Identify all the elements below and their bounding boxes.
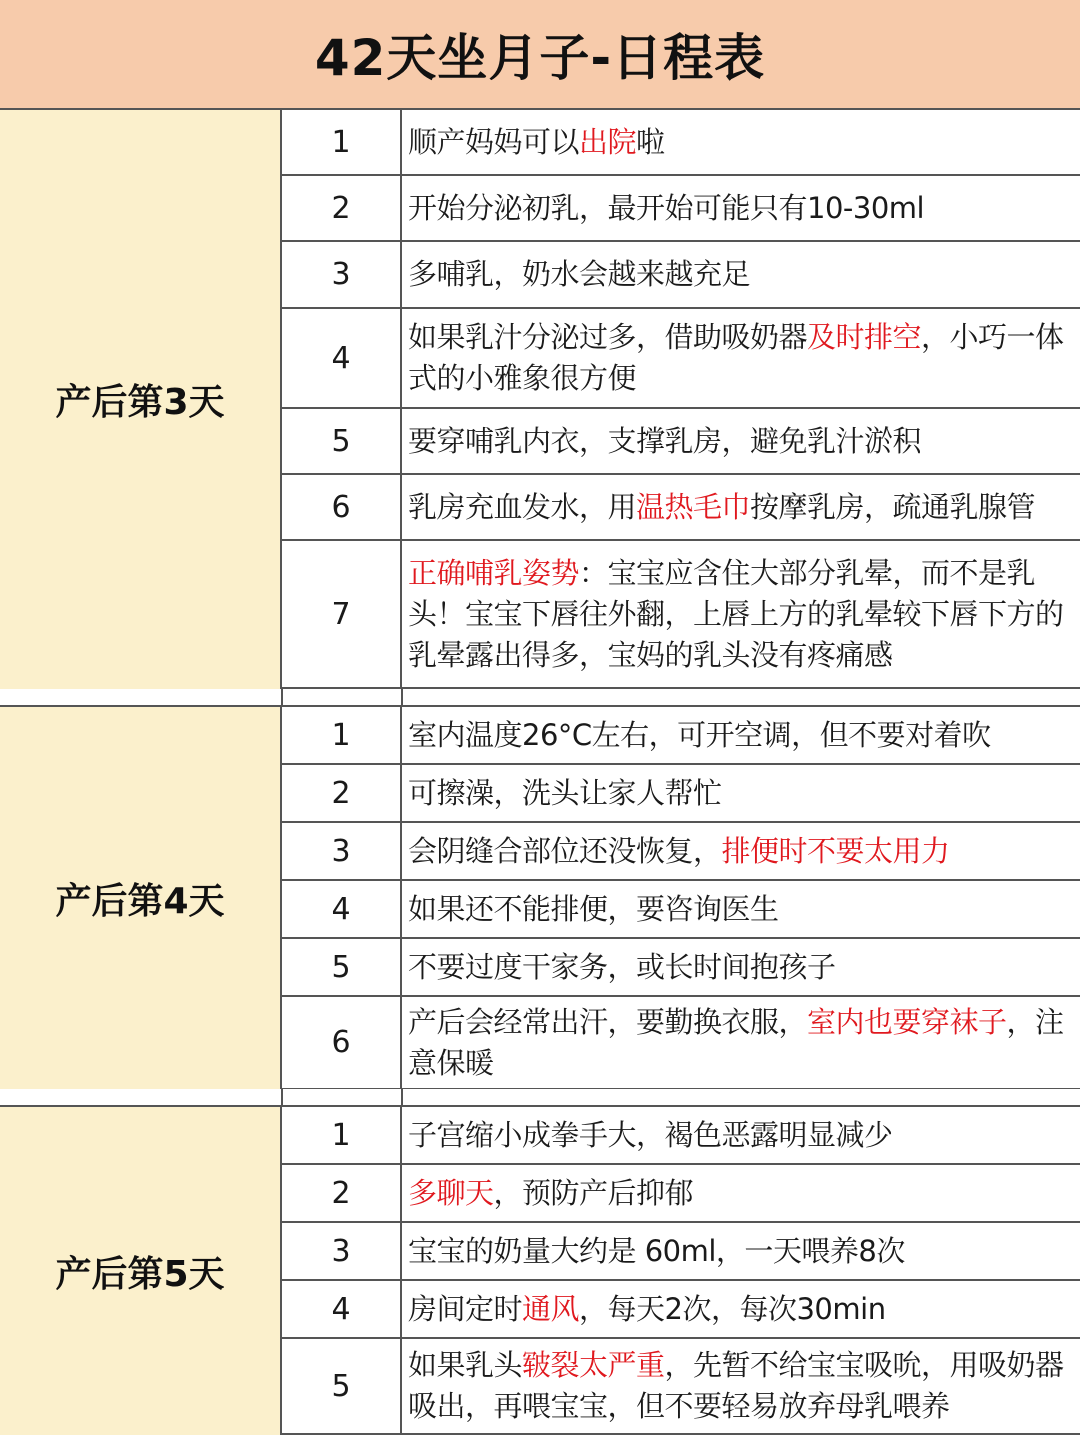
row-text <box>402 765 1080 821</box>
row-text <box>402 110 1080 174</box>
row-number: 5 <box>282 1339 402 1433</box>
row-text-segment: 多哺乳，奶水会越来越充足 <box>408 257 751 291</box>
row-text-segment: 室内温度26°C左右，可开空调，但不要对着吹 <box>408 717 991 752</box>
row-number: 6 <box>282 475 402 539</box>
row-number: 4 <box>282 1281 402 1337</box>
table-row <box>282 1281 1080 1339</box>
table-row <box>282 881 1080 939</box>
row-number: 5 <box>282 409 402 473</box>
row-number: 5 <box>282 939 402 995</box>
row-number: 2 <box>282 176 402 240</box>
row-text <box>402 1339 1080 1433</box>
table-row <box>282 409 1080 475</box>
day-label-cell <box>0 1107 282 1435</box>
row-text-segment: 宝宝的奶量大约是 60ml，一天喂养8次 <box>408 1233 905 1268</box>
day-section <box>0 110 1080 689</box>
table-row <box>282 110 1080 176</box>
table-row <box>282 309 1080 409</box>
table-row <box>282 176 1080 242</box>
page-title: 42天坐月子-日程表 <box>314 29 766 87</box>
row-text-segment: ，注意保暖 <box>408 1004 1064 1080</box>
table-row <box>282 707 1080 765</box>
highlight-text: 排便时不要太用力 <box>721 833 950 868</box>
row-text-segment: 产后会经常出汗，要勤换衣服， <box>408 1004 808 1039</box>
table-row <box>282 1107 1080 1165</box>
row-number: 6 <box>282 997 402 1088</box>
row-number: 3 <box>282 1223 402 1279</box>
row-number: 3 <box>282 823 402 879</box>
table-row <box>282 823 1080 881</box>
highlight-text: 及时排空 <box>807 320 922 354</box>
row-text-segment: ，每天2次，每次30min <box>579 1291 886 1326</box>
table-row <box>282 242 1080 309</box>
day-label-cell <box>0 707 282 1090</box>
title-bar <box>0 0 1080 110</box>
table-row <box>282 541 1080 689</box>
day-label: 产后第4天 <box>55 881 225 922</box>
row-text <box>402 1107 1080 1163</box>
highlight-text: 出院 <box>579 124 637 159</box>
section-divider <box>0 689 1080 707</box>
day-label-cell <box>0 110 282 689</box>
row-text-segment: 子宫缩小成拳手大，褐色恶露明显减少 <box>408 1117 893 1152</box>
row-text-segment: 如果乳头 <box>408 1348 523 1382</box>
row-number: 3 <box>282 242 402 307</box>
row-text-segment: 按摩乳房，疏通乳腺管 <box>750 489 1036 524</box>
row-text-segment: 房间定时 <box>408 1291 523 1326</box>
highlight-text: 通风 <box>522 1291 580 1326</box>
day-label: 产后第3天 <box>55 382 225 423</box>
row-text <box>402 309 1080 407</box>
highlight-text: 多聊天 <box>408 1175 494 1210</box>
row-text-segment: 可擦澡，洗头让家人帮忙 <box>408 775 722 810</box>
day-label: 产后第5天 <box>55 1253 225 1295</box>
row-text-segment: 要穿哺乳内衣，支撑乳房，避免乳汁淤积 <box>408 423 922 458</box>
section-divider <box>0 1089 1080 1107</box>
row-number: 1 <box>282 110 402 174</box>
highlight-text: 皲裂太严重 <box>522 1348 665 1382</box>
row-text-segment: ，预防产后抑郁 <box>493 1175 694 1210</box>
row-text-segment: ：宝宝应含住大部分乳晕，而不是乳头！宝宝下唇往外翻，上唇上方的乳晕较下唇下方的乳晕露出得多，宝妈的乳头没有疼痛感 <box>408 555 1064 672</box>
row-text <box>402 823 1080 879</box>
row-number: 4 <box>282 309 402 407</box>
table-row <box>282 765 1080 823</box>
row-text-segment: ，小巧一体式的小雅象很方便 <box>408 320 1064 395</box>
table-row <box>282 1339 1080 1435</box>
row-text <box>402 1223 1080 1279</box>
highlight-text: 温热毛巾 <box>636 489 751 524</box>
row-text-segment: 顺产妈妈可以 <box>408 124 580 159</box>
row-text <box>402 409 1080 473</box>
row-text-segment: ，先暂不给宝宝吸吮，用吸奶器吸出，再喂宝宝，但不要轻易放弃母乳喂养 <box>408 1348 1064 1423</box>
row-text-segment: 开始分泌初乳，最开始可能只有10-30ml <box>408 190 925 225</box>
row-number: 7 <box>282 541 402 687</box>
table-row <box>282 1165 1080 1223</box>
row-number: 2 <box>282 1165 402 1221</box>
table-row <box>282 939 1080 997</box>
row-number: 2 <box>282 765 402 821</box>
row-text <box>402 707 1080 763</box>
row-text-segment: 如果还不能排便，要咨询医生 <box>408 891 779 926</box>
row-number: 1 <box>282 1107 402 1163</box>
row-text-segment: 啦 <box>636 124 665 159</box>
row-number: 4 <box>282 881 402 937</box>
table-row <box>282 1223 1080 1281</box>
row-text <box>402 242 1080 307</box>
row-text <box>402 176 1080 240</box>
day-section <box>0 1107 1080 1435</box>
row-text-segment: 如果乳汁分泌过多，借助吸奶器 <box>408 320 808 354</box>
highlight-text: 室内也要穿袜子 <box>807 1004 1007 1039</box>
table-row <box>282 997 1080 1090</box>
highlight-text: 正确哺乳姿势 <box>408 555 580 590</box>
row-text <box>402 939 1080 995</box>
row-text-segment: 会阴缝合部位还没恢复， <box>408 833 722 868</box>
row-text <box>402 1165 1080 1221</box>
row-text <box>402 1281 1080 1337</box>
row-text <box>402 881 1080 937</box>
day-section <box>0 707 1080 1090</box>
row-number: 1 <box>282 707 402 763</box>
row-text-segment: 不要过度干家务，或长时间抱孩子 <box>408 949 836 984</box>
table-row <box>282 475 1080 541</box>
row-text-segment: 乳房充血发水，用 <box>408 489 637 524</box>
row-text <box>402 541 1080 687</box>
row-text <box>402 475 1080 539</box>
row-text <box>402 997 1080 1088</box>
